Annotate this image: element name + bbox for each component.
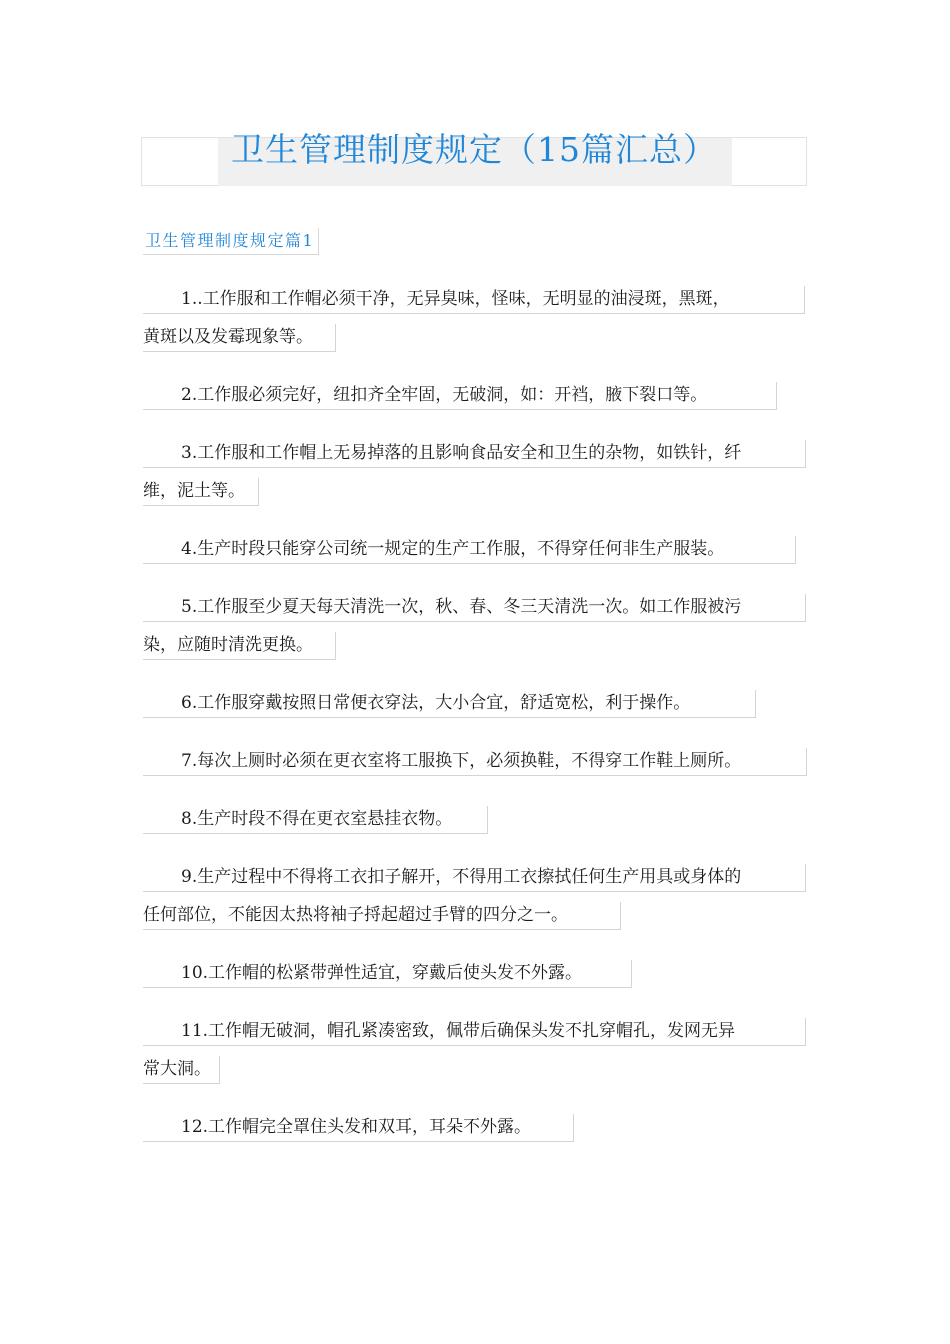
- document-title: 卫生管理制度规定（15篇汇总）: [231, 130, 717, 169]
- rule-text: 6.工作服穿戴按照日常便衣穿法，大小合宜，舒适宽松，利于操作。: [143, 690, 756, 718]
- rule-text-continued: 维，泥土等。: [143, 478, 259, 506]
- rule-text-continued: 染，应随时清洗更换。: [143, 632, 336, 660]
- rule-text: 9.生产过程中不得将工衣扣子解开，不得用工衣擦拭任何生产用具或身体的: [143, 864, 806, 892]
- rule-text: 7.每次上厕时必须在更衣室将工服换下，必须换鞋，不得穿工作鞋上厕所。: [143, 748, 807, 776]
- rule-text: 8.生产时段不得在更衣室悬挂衣物。: [143, 806, 488, 834]
- rule-text: 10.工作帽的松紧带弹性适宜，穿戴后使头发不外露。: [143, 960, 632, 988]
- section-heading: 卫生管理制度规定篇1: [143, 228, 319, 255]
- rule-text-continued: 黄斑以及发霉现象等。: [143, 324, 336, 352]
- rule-text-continued: 常大洞。: [143, 1056, 220, 1084]
- rule-text: 4.生产时段只能穿公司统一规定的生产工作服，不得穿任何非生产服装。: [143, 536, 796, 564]
- rule-text: 5.工作服至少夏天每天清洗一次，秋、春、冬三天清洗一次。如工作服被污: [143, 594, 806, 622]
- rule-text-continued: 任何部位，不能因太热将袖子捋起超过手臂的四分之一。: [143, 902, 621, 930]
- rule-text: 3.工作服和工作帽上无易掉落的且影响食品安全和卫生的杂物，如铁针，纤: [143, 440, 806, 468]
- rule-text: 1..工作服和工作帽必须干净，无异臭味，怪味，无明显的油浸斑，黑斑，: [143, 286, 805, 314]
- rule-text: 11.工作帽无破洞，帽孔紧凑密致，佩带后确保头发不扎穿帽孔，发网无异: [143, 1018, 806, 1046]
- rule-text: 2.工作服必须完好，纽扣齐全牢固，无破洞，如：开裆，腋下裂口等。: [143, 382, 777, 410]
- rule-text: 12.工作帽完全罩住头发和双耳，耳朵不外露。: [143, 1114, 574, 1142]
